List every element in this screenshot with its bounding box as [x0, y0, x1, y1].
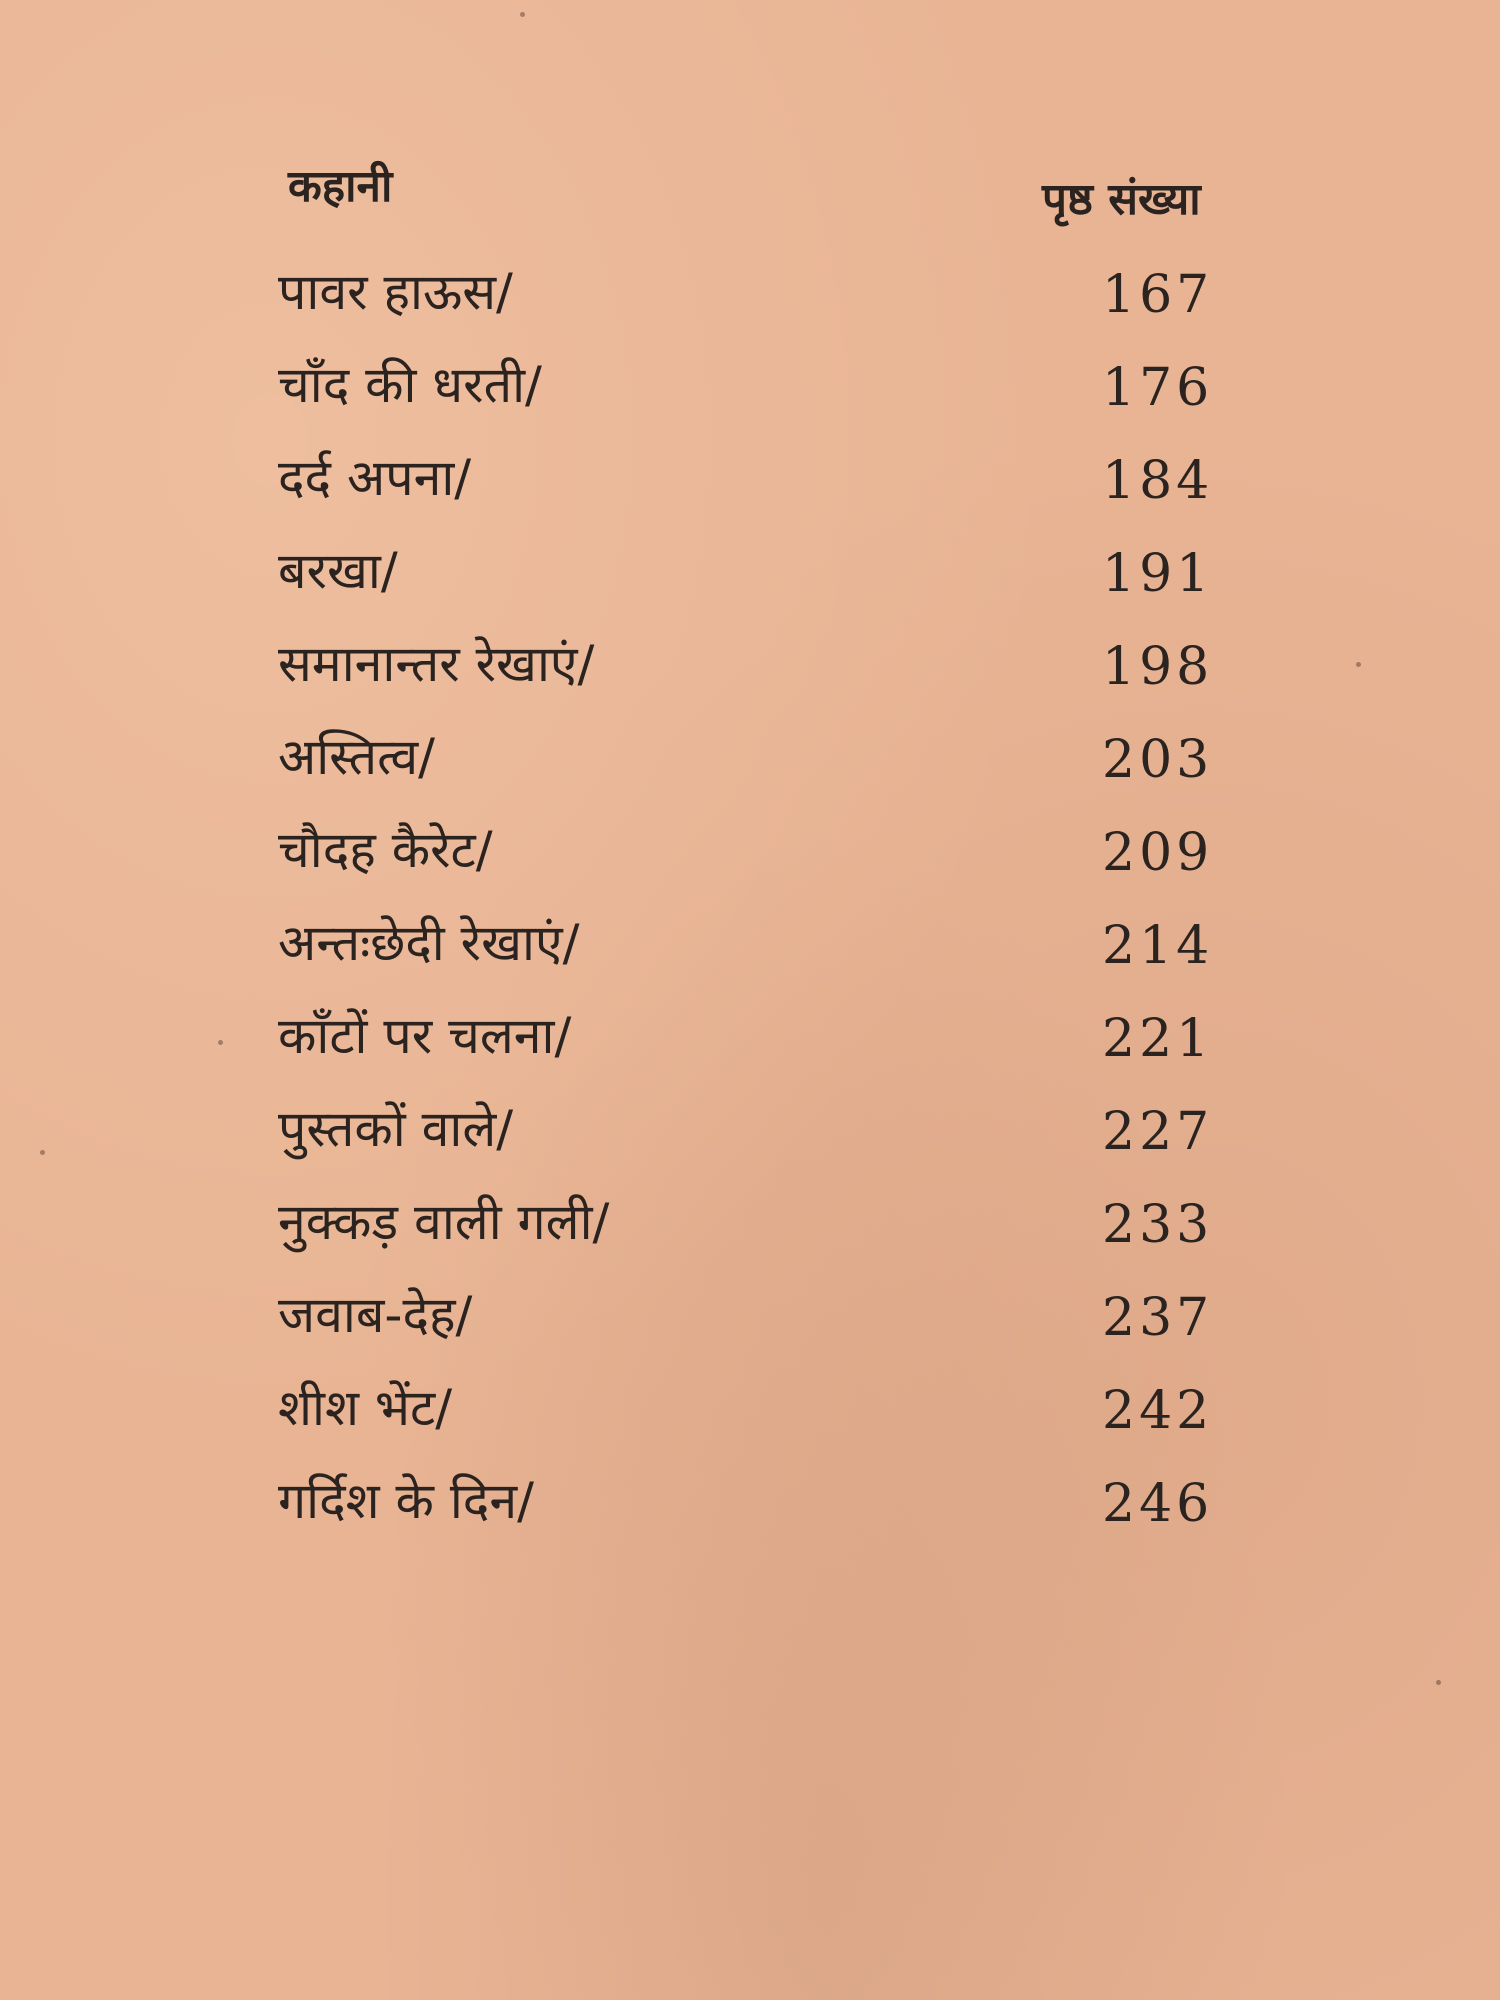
story-column-header: कहानी: [288, 161, 393, 212]
toc-row: [0, 534, 1500, 627]
page-number: 191: [1102, 544, 1214, 604]
page-number: 242: [1102, 1381, 1214, 1441]
page-number: 176: [1102, 358, 1214, 418]
story-title: चाँद की धरती/: [278, 356, 542, 414]
story-title: गर्दिश के दिन/: [278, 1472, 534, 1530]
toc-row: [0, 255, 1500, 348]
page-number: 184: [1102, 451, 1214, 511]
table-of-contents: [0, 255, 1500, 1557]
story-title: बरखा/: [278, 542, 398, 600]
story-title: चौदह कैरेट/: [278, 821, 493, 879]
story-title: दर्द अपना/: [278, 449, 472, 507]
paper-speck: [520, 12, 525, 17]
toc-row: [0, 906, 1500, 999]
story-title: पुस्तकों वाले/: [278, 1100, 514, 1158]
toc-row: [0, 1092, 1500, 1185]
page-number: 214: [1102, 916, 1214, 976]
story-title: पावर हाऊस/: [278, 263, 513, 321]
toc-row: [0, 627, 1500, 720]
story-title: समानान्तर रेखाएं/: [278, 635, 595, 693]
toc-row: [0, 441, 1500, 534]
page-number-column-header: पृष्ठ संख्या: [1042, 174, 1201, 225]
story-title: अस्तित्व/: [278, 728, 435, 786]
page-number: 227: [1102, 1102, 1214, 1162]
toc-row: [0, 348, 1500, 441]
story-title: काँटों पर चलना/: [278, 1007, 572, 1065]
toc-row: [0, 720, 1500, 813]
paper-speck: [1436, 1680, 1441, 1685]
story-title: जवाब-देह/: [278, 1286, 473, 1344]
toc-row: [0, 1185, 1500, 1278]
toc-row: [0, 1371, 1500, 1464]
page-number: 246: [1102, 1474, 1214, 1534]
story-title: शीश भेंट/: [278, 1379, 453, 1437]
toc-row: [0, 813, 1500, 906]
toc-row: [0, 1464, 1500, 1557]
paper-speck: [218, 1040, 223, 1045]
toc-row: [0, 999, 1500, 1092]
story-title: अन्तःछेदी रेखाएं/: [278, 914, 580, 972]
story-title: नुक्कड़ वाली गली/: [278, 1193, 610, 1251]
page-number: 203: [1102, 730, 1214, 790]
page-number: 209: [1102, 823, 1214, 883]
page-number: 233: [1102, 1195, 1214, 1255]
page-number: 237: [1102, 1288, 1214, 1348]
paper-speck: [1356, 662, 1361, 667]
page-number: 167: [1102, 265, 1214, 325]
page-number: 221: [1102, 1009, 1214, 1069]
paper-speck: [40, 1150, 45, 1155]
page-number: 198: [1102, 637, 1214, 697]
toc-row: [0, 1278, 1500, 1371]
